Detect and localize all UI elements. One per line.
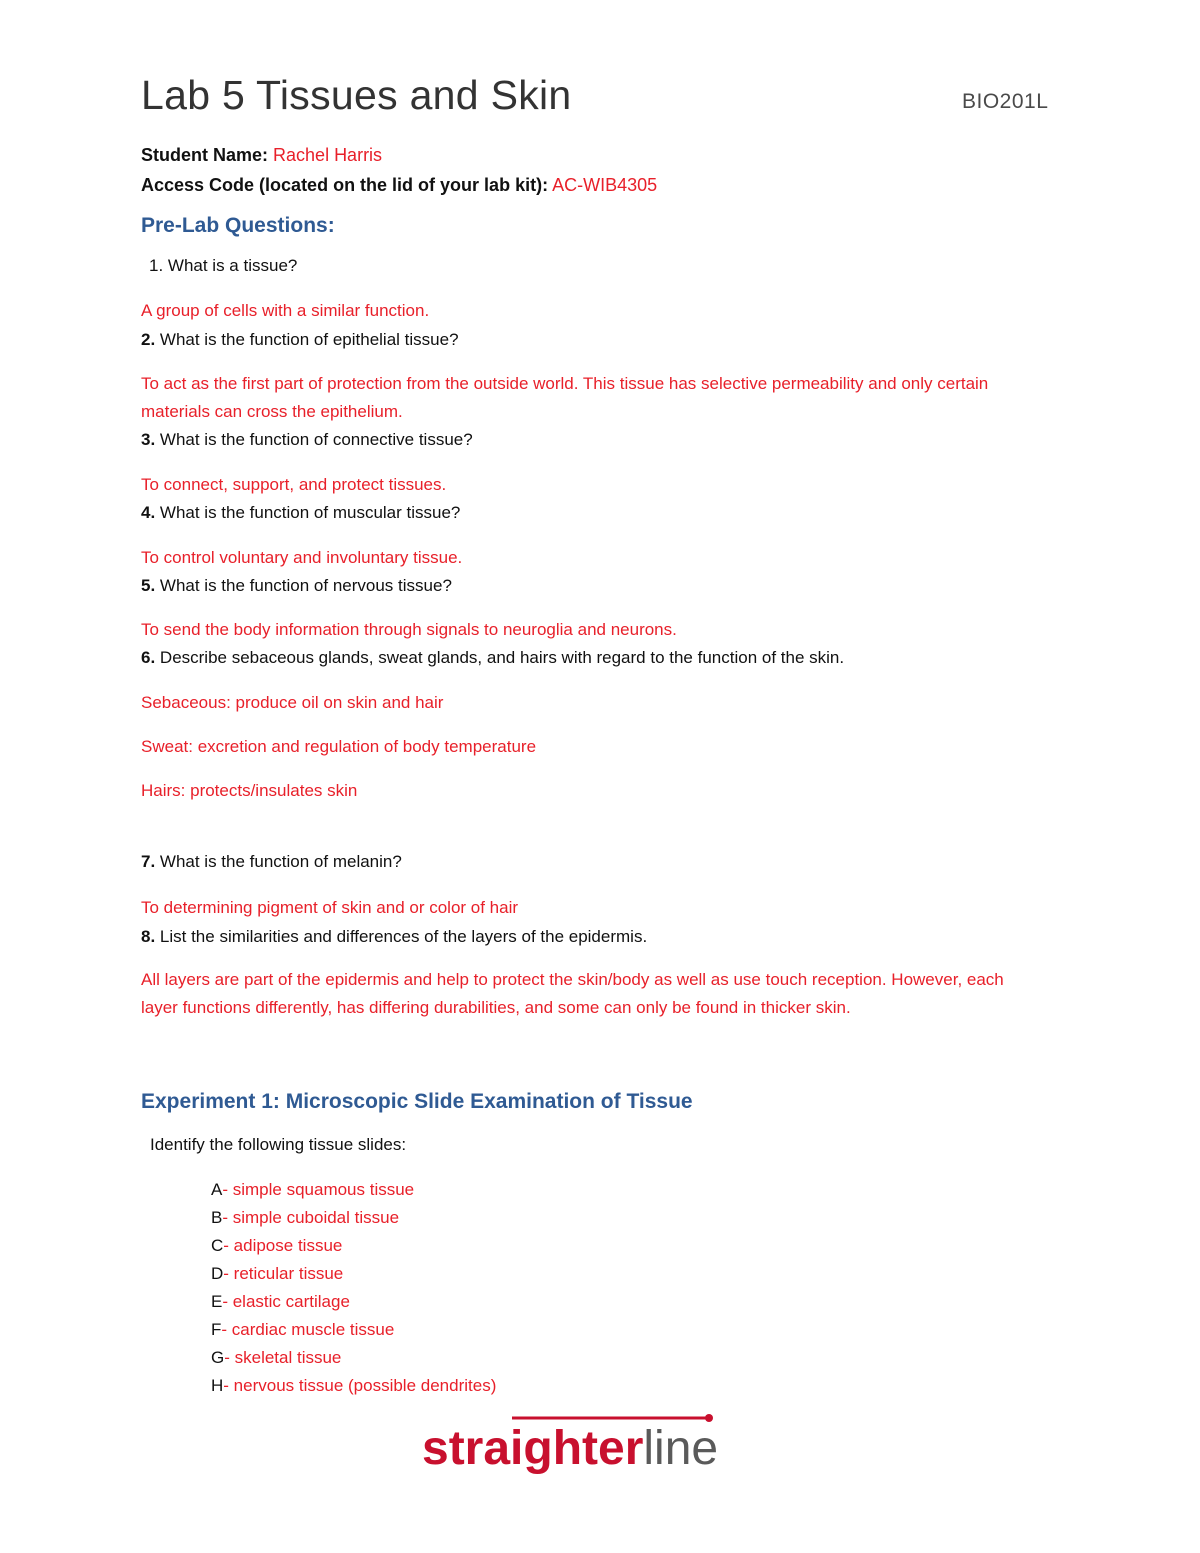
- slide-answer: - nervous tissue (possible dendrites): [223, 1376, 497, 1395]
- slide-item: [211, 1180, 414, 1200]
- slide-answer: - simple cuboidal tissue: [222, 1208, 400, 1227]
- straighterline-logo: [422, 1412, 782, 1482]
- slide-answer: - elastic cartilage: [222, 1292, 350, 1311]
- question-text: What is a tissue?: [163, 256, 298, 275]
- question-2: [141, 330, 459, 350]
- slide-answer: - skeletal tissue: [224, 1348, 342, 1367]
- question-text: Describe sebaceous glands, sweat glands, and hairs with regard to the function of the skin.: [155, 648, 845, 667]
- slide-item: [211, 1236, 342, 1256]
- slide-answer: - simple squamous tissue: [222, 1180, 415, 1199]
- question-number: 6.: [141, 648, 156, 667]
- slide-item: [211, 1208, 399, 1228]
- answer-6-sweat: Sweat: excretion and regulation of body temperature: [141, 737, 537, 756]
- slide-letter: C: [211, 1236, 224, 1255]
- question-text: List the similarities and differences of the layers of the epidermis.: [155, 927, 648, 946]
- answer-8: All layers are part of the epidermis and help to protect the skin/body as well as use touch reception. However, each layer functions differently, has differing durabilities, and some can only be found in thicker skin.: [141, 970, 1004, 1017]
- experiment-1-instruction: Identify the following tissue slides:: [150, 1135, 407, 1154]
- slide-letter: G: [211, 1348, 225, 1367]
- question-text: What is the function of melanin?: [155, 852, 402, 871]
- question-4: [141, 503, 460, 523]
- question-6: [141, 648, 844, 668]
- slide-answer: - adipose tissue: [223, 1236, 343, 1255]
- answer-6-hairs: Hairs: protects/insulates skin: [141, 781, 358, 800]
- logo-text-bold: straighter: [422, 1422, 644, 1475]
- slide-letter: D: [211, 1264, 224, 1283]
- slide-item: [211, 1320, 394, 1340]
- slide-letter: A: [211, 1180, 223, 1199]
- answer-5: To send the body information through signals to neuroglia and neurons.: [141, 620, 677, 639]
- question-number: 1.: [149, 256, 164, 275]
- answer-3: To connect, support, and protect tissues.: [141, 475, 447, 494]
- question-number: 5.: [141, 576, 156, 595]
- question-number: 7.: [141, 852, 156, 871]
- question-text: What is the function of nervous tissue?: [155, 576, 452, 595]
- answer-2: To act as the first part of protection from the outside world. This tissue has selective permeability and only certain materials can cross the epithelium.: [141, 374, 989, 421]
- question-number: 8.: [141, 927, 156, 946]
- question-5: [141, 576, 452, 596]
- slide-item: [211, 1292, 350, 1312]
- student-name-row: [141, 145, 382, 166]
- question-text: What is the function of muscular tissue?: [155, 503, 461, 522]
- answer-4: To control voluntary and involuntary tissue.: [141, 548, 463, 567]
- question-number: 2.: [141, 330, 156, 349]
- slide-letter: E: [211, 1292, 223, 1311]
- question-number: 4.: [141, 503, 156, 522]
- answer-1: A group of cells with a similar function.: [141, 301, 430, 320]
- access-code-value: AC-WIB4305: [552, 175, 658, 195]
- logo-text-light: line: [643, 1422, 719, 1475]
- slide-item: [211, 1348, 341, 1368]
- access-code-row: [141, 175, 657, 196]
- slide-item: [211, 1264, 343, 1284]
- slide-letter: B: [211, 1208, 223, 1227]
- slide-item: [211, 1376, 496, 1396]
- course-code: BIO201L: [962, 90, 1049, 113]
- question-3: [141, 430, 473, 450]
- slide-letter: F: [211, 1320, 222, 1339]
- answer-7: To determining pigment of skin and or color of hair: [141, 898, 519, 917]
- access-code-label: Access Code (located on the lid of your lab kit):: [141, 175, 549, 195]
- question-text: What is the function of epithelial tissue?: [155, 330, 459, 349]
- logo-dot: [705, 1414, 713, 1422]
- slide-answer: - reticular tissue: [223, 1264, 344, 1283]
- prelab-heading: Pre-Lab Questions:: [141, 214, 335, 237]
- question-number: 3.: [141, 430, 156, 449]
- question-8: [141, 927, 647, 947]
- slide-letter: H: [211, 1376, 224, 1395]
- answer-6-sebaceous: Sebaceous: produce oil on skin and hair: [141, 693, 444, 712]
- question-7: [141, 852, 402, 872]
- question-1: [149, 256, 297, 276]
- question-text: What is the function of connective tissue?: [155, 430, 473, 449]
- student-name-value: Rachel Harris: [273, 145, 383, 165]
- experiment-1-heading: Experiment 1: Microscopic Slide Examination of Tissue: [141, 1090, 693, 1113]
- document-title: Lab 5 Tissues and Skin: [141, 72, 572, 118]
- slide-answer: - cardiac muscle tissue: [221, 1320, 395, 1339]
- student-name-label: Student Name:: [141, 145, 269, 165]
- logo-text: [422, 1422, 718, 1475]
